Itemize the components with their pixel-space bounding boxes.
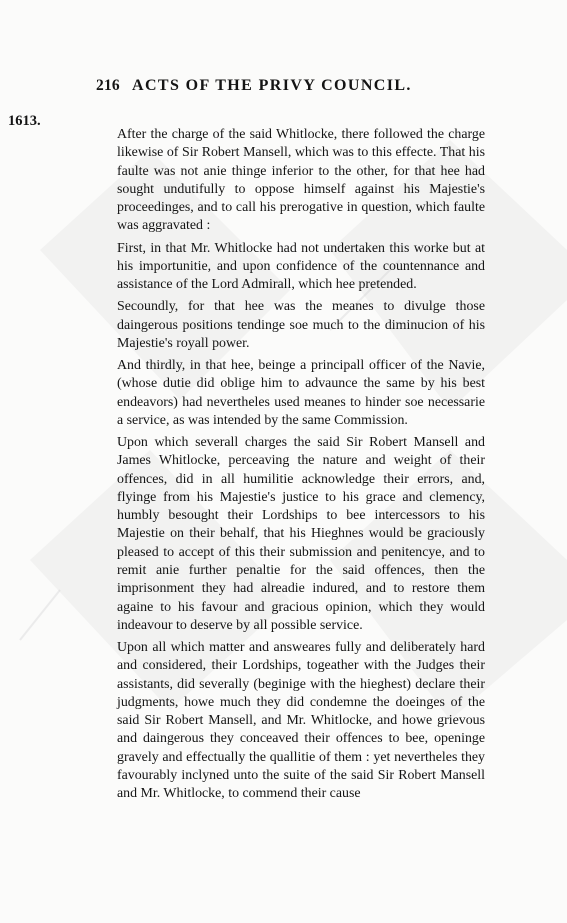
paragraph: Secoundly, for that hee was the meanes to divulge those daingerous positions tendinge soe much to the diminucion of his Majestie's royall power. — [117, 299, 485, 351]
margin-year: 1613. — [8, 113, 41, 129]
paragraph: Upon all which matter and answeares fully and deliberately hard and considered, their Lordships, togeather with the Judges their assistants, did severally (beginige with the hieghest) declare their judgments, howe much they did condemne the doeinges of the said Sir Robert Mansell, and Mr. Whitlocke, and howe grievous and daingerous they conceaved their offences to bee, openinge gravely and effectually the quallitie of them : yet nevertheles they favourably inclyned unto the suite of the said Sir Robert Mansell and Mr. Whitlocke, to commend their cause — [117, 640, 485, 802]
paragraph: After the charge of the said Whitlocke, there followed the charge likewise of Sir Robert Mansell, which was to this effecte. That his faulte was not anie thinge inferior to the other, for that hee had sought undutifully to oppose himself against his Majestie's proceedinges, and to call his prerogative in question, which faulte was aggravated : — [117, 127, 485, 234]
page-header — [96, 77, 496, 101]
paragraph: First, in that Mr. Whitlocke had not undertaken this worke but at his importunitie, and upon confidence of the countennance and assistance of the Lord Admirall, which hee pretended. — [117, 240, 485, 293]
paragraph: And thirdly, in that hee, beinge a principall officer of the Navie, (whose dutie did oblige him to advaunce the same by his best endeavors) had nevertheles used meanes to hinder soe necessarie a service, as was intended by the same Commission. — [117, 357, 485, 428]
paragraph: Upon which severall charges the said Sir Robert Mansell and James Whitlocke, perceaving the nature and weight of their offences, did in all humilitie acknowledge their errors, and, flyinge from his Majestie's justice to his grace and clemency, humbly besought their Lordships to bee intercessors to his Majestie on their behalf, that his Hieghnes would be graciously pleased to accept of this their submission and penitencye, and to remit anie further penaltie for the said offences, then the imprisonment they had alreadie indured, and to restore them againe to his favour and gracious opinion, which they would indeavour to deserve by all possible service. — [117, 434, 485, 633]
body-text — [117, 126, 485, 807]
page-number: 216 — [96, 77, 120, 94]
running-title: ACTS OF THE PRIVY COUNCIL. — [132, 77, 412, 94]
